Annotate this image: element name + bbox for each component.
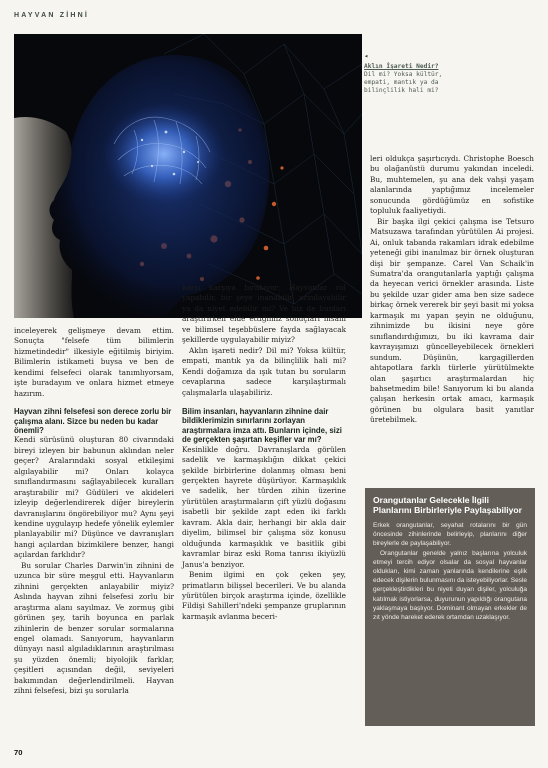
info-box <box>365 488 535 726</box>
info-box-title: Orangutanlar Gelecekle İlgili Planlarını Birbirleriyle Paylaşabiliyor <box>373 495 523 515</box>
caption-text: Dil mi? Yoksa kültür, empati, mantık ya da bilinçlilik hali mi? <box>364 71 443 94</box>
page-number: 70 <box>14 748 23 757</box>
paragraph: inceleyerek gelişmeye devam ettim. Sonuçta "felsefe tüm bilimlerin hizmetindedir" ilkesiyle eğitilmiş biriyim. Bilimlerin istikameti buysa ve ben de kendimi felsefeci olarak tanımlıyorsam, işte buradayım ve onlara hizmet etmeye hazırım. <box>14 326 174 398</box>
section-header: HAYVAN ZİHNİ <box>14 12 90 19</box>
paragraph: Bir başka ilgi çekici çalışma ise Tetsuro Matsuzawa tarafından yürütülen Ai projesi. Ai, onluk tabanda rakamları idrak edebilme yeteneği gibi inanılmaz bir örnek oluşturan dişi bir şempanze. Carel Van Schaik'in Sumatra'da orangutanlarla yaptığı çalışma da heyecan verici örnekler arasında. Liste bu şekilde uzar gider ama ben size sadece birkaç örnek vererek bir şeyi basit mi yoksa karmaşık mı yapan şeyin ne olduğunu, zihnimizde bu ikisini neye göre sınıflandırdığımızı, bu iki kavrama dair kavrayışımızı güncelleyebilecek örnekleri sundum. Düşünün, kargagillerden ahtapotlara farklı türlerle yürütülmekte olan şaşırtıcı araştırmalardan hiç bahsetmedim bile! Sanıyorum ki bu alanda çalışan herkesin ortak amacı, karmaşık görünen bu olgulara basit yanıtlar üretebilmek. <box>370 216 534 425</box>
paragraph: Aklın işareti nedir? Dil mi? Yoksa kültür, empati, mantık ya da bilinçlilik hali mi? Kendi doğamıza da ışık tutan bu soruların cevaplarına sadece karşılaştırmalı çalışmalarla ulaşabiliriz. <box>182 345 346 397</box>
info-box-paragraph: Erkek orangutanlar, seyahat rotalarını bir gün öncesinde zihinlerinde belirleyip, planlarını diğer bireylerle de paylaşabiliyor. <box>373 522 527 548</box>
paragraph: Bu sorular Charles Darwin'in zihnini de uzunca bir süre meşgul etti. Hayvanların zihnini gerçekten anlayabilir miyiz? Aslında hayvan zihni felsefesi zorlu bir araştırma alanı sayılmaz. Ve zormuş gibi görünen şey, tarih boyunca en parlak zihinlerin de benzer sorular sormalarına engel olamadı. Sanıyorum, hayvanların dünyayı nasıl algıladıklarının araştırılması şu yüzden önemli; biyolojik farklar, çeşitleri açısından değil, seviyeleri bakımından değerlendirilmeli. Hayvan zihni felsefesi, bizi şu sorularla <box>14 560 174 696</box>
brain-glow <box>102 102 226 206</box>
column-1 <box>14 326 174 697</box>
paragraph: Benim ilgimi en çok çeken şey, primatların bilişsel becerileri. Ve bu alanda yürütülen birçok araştırma içinde, özellikle Fildişi Sahilleri'ndeki şempanze gruplarının karmaşık avlanma beceri- <box>182 570 346 621</box>
image-caption <box>364 52 464 95</box>
paragraph: Kendi sürüsünü oluşturan 80 civarındaki bireyi izleyen bir babunun aklından neler geçer? Aralarındaki sosyal etkileşimi algılayabilir mi? Onları kolayca sınıflandırmasını sağlayabilecek kuralları araştırabilir mi? Güdüleri ve akideleri izleyip değerlendirerek diğer bireylerin davranışlarını öngörebiliyor mu? Aynı şeyi kendine uygulayıp hedefe yönelik eylemler planlayabilir mi? Düşünce ve davranışları hangi açılardan bizimkilere benzer, hangi açılardan farklıdır? <box>14 435 174 560</box>
column-3 <box>370 154 534 426</box>
head-brain-illustration <box>14 34 362 318</box>
hero-image <box>14 34 362 318</box>
paragraph: Kesinlikle doğru. Davranışlarda görülen sadelik ve karmaşıklığın dikkat çekici şekilde birbirlerine dolanmış olması beni gerçekten hayrete düşürüyor. Karmaşıklık ve sadelik, her türden zihin üzerine yürütülen araştırmaların çift yüzlü doğasını isabetli bir şekilde zapt eden iki farklı kavram. Akla dair, herhangi bir akla dair diyelim, bilimsel bir çalışma söz konusu olduğunda karmaşıklık ve basitlik gibi kavramlar biraz eski Roma tanrısı ikiyüzlü Janus'a benziyor. <box>182 444 346 569</box>
paragraph: karşı karşıya bırakıyor; Hayvanlar rol yapabilir, bir şeye inanabilir, arzulayabilir ya da niyet edebilir mi? Ve biz de bunları araştırırken elde ettiğimiz sonuçları insani ve bilimsel teşebbüslere fayda sağlayacak şekillerde uygulayabilir miyiz? <box>182 283 346 345</box>
info-box-paragraph: Orangutanlar genelde yalnız başlarına yolculuk etmeyi tercih ediyor olsalar da sosyal hayvanlar oldukları, kimi zaman yanlarında kendilerine eşlik edecek dişilerin bulunmasını da isteyebiliyorlar. Sesle gerçekleştirdikleri bu niyeti duyan dişiler, yolculuğa katılmak istiyorlarsa, duyurunun yapıldığı orangutana yaklaşmaya başlıyor. Dominant olmayan erkekler de zıt yönde hareket ederek ortamdan uzaklaşıyor. <box>373 549 527 622</box>
column-2 <box>182 283 346 622</box>
caption-title: Aklın İşareti Nedir? <box>364 63 439 70</box>
interview-question: Hayvan zihni felsefesi son derece zorlu bir çalışma alanı. Sizce bu neden bu kadar önemli? <box>14 407 172 435</box>
interview-question: Bilim insanları, hayvanların zihnine dair bildiklerimizin sınırlarını zorlayan araştırmalara imza attı. Bunların içinde, sizi de gerçekten şaşırtan keşifler var mı? <box>182 406 342 445</box>
paragraph: leri oldukça şaşırtıcıydı. Christophe Boesch bu olağanüstü durumu yakından inceledi. Bu, muhtemelen, şu ana dek vahşi yaşam alanlarında yaptığımız incelemeler sonucunda gördüğümüz en sofistike topluluk faaliyetiydi. <box>370 154 534 216</box>
caption-arrow-icon: ◂ <box>364 52 369 60</box>
